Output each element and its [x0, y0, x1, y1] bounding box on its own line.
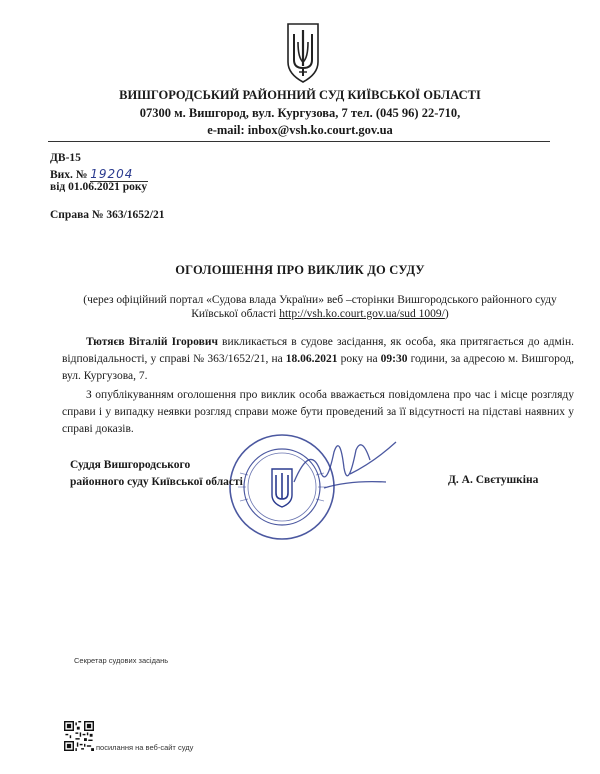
court-website-link[interactable]: http://vsh.ko.court.gov.ua/sud 1009/: [279, 308, 445, 320]
tryzub-icon: [286, 22, 320, 84]
secretary-label: Секретар судових засідань: [74, 656, 169, 665]
judge-title-line2: районного суду Київської області: [70, 476, 243, 488]
summons-text-a: викликається в судове засідання, як особа, яка притягається до адмін. відповідальності, у справі № 363/1652/21, на: [62, 336, 574, 365]
defendant-name: Тютяєв Віталій Ігорович: [86, 336, 218, 348]
portal-note-close: ): [444, 308, 449, 320]
judge-title: [70, 457, 243, 491]
judge-signature: [290, 430, 400, 500]
qr-caption: посилання на веб-сайт суду: [96, 743, 194, 752]
hearing-date: 18.06.2021: [285, 353, 338, 365]
judge-name: Д. А. Свєтушкіна: [448, 474, 539, 486]
issue-date: від 01.06.2021 року: [50, 181, 148, 193]
hearing-time: 09:30: [380, 353, 408, 365]
portal-note: [60, 293, 580, 321]
court-email: e-mail: inbox@vsh.ko.court.gov.ua: [207, 123, 393, 137]
outgoing-number-line: [50, 167, 148, 182]
outgoing-label: Вих. №: [50, 169, 88, 181]
notice-paragraph: З опублікуванням оголошення про виклик особа вважається повідомлена про час і місце розгляду справи і у випадку неявки розгляд справи може бути проведений за її відсутності на підставі наявних у справі доказів.: [62, 389, 574, 435]
summons-text-c: години, за адресою м. Вишгород, вул. Кургузова, 7.: [62, 353, 574, 382]
judge-title-line1: Суддя Вишгородського: [70, 459, 191, 471]
notice-title: ОГОЛОШЕННЯ ПРО ВИКЛИК ДО СУДУ: [175, 263, 425, 277]
outgoing-number: 19204: [90, 167, 148, 182]
summons-paragraph: [62, 334, 574, 385]
header-divider: [48, 141, 550, 142]
portal-note-text: (через офіційний портал «Судова влада України» веб –сторінки Вишгородського районного суду Київської області: [83, 294, 557, 320]
form-code: ДВ-15: [50, 152, 81, 164]
case-number: Справа № 363/1652/21: [50, 209, 165, 221]
court-name: ВИШГОРОДСЬКИЙ РАЙОННИЙ СУД КИЇВСЬКОЇ ОБЛАСТІ: [119, 88, 481, 102]
court-address: 07300 м. Вишгород, вул. Кургузова, 7 тел. (045 96) 22-710,: [139, 106, 461, 120]
summons-text-b: року на: [337, 353, 381, 365]
qr-code[interactable]: [64, 721, 94, 751]
